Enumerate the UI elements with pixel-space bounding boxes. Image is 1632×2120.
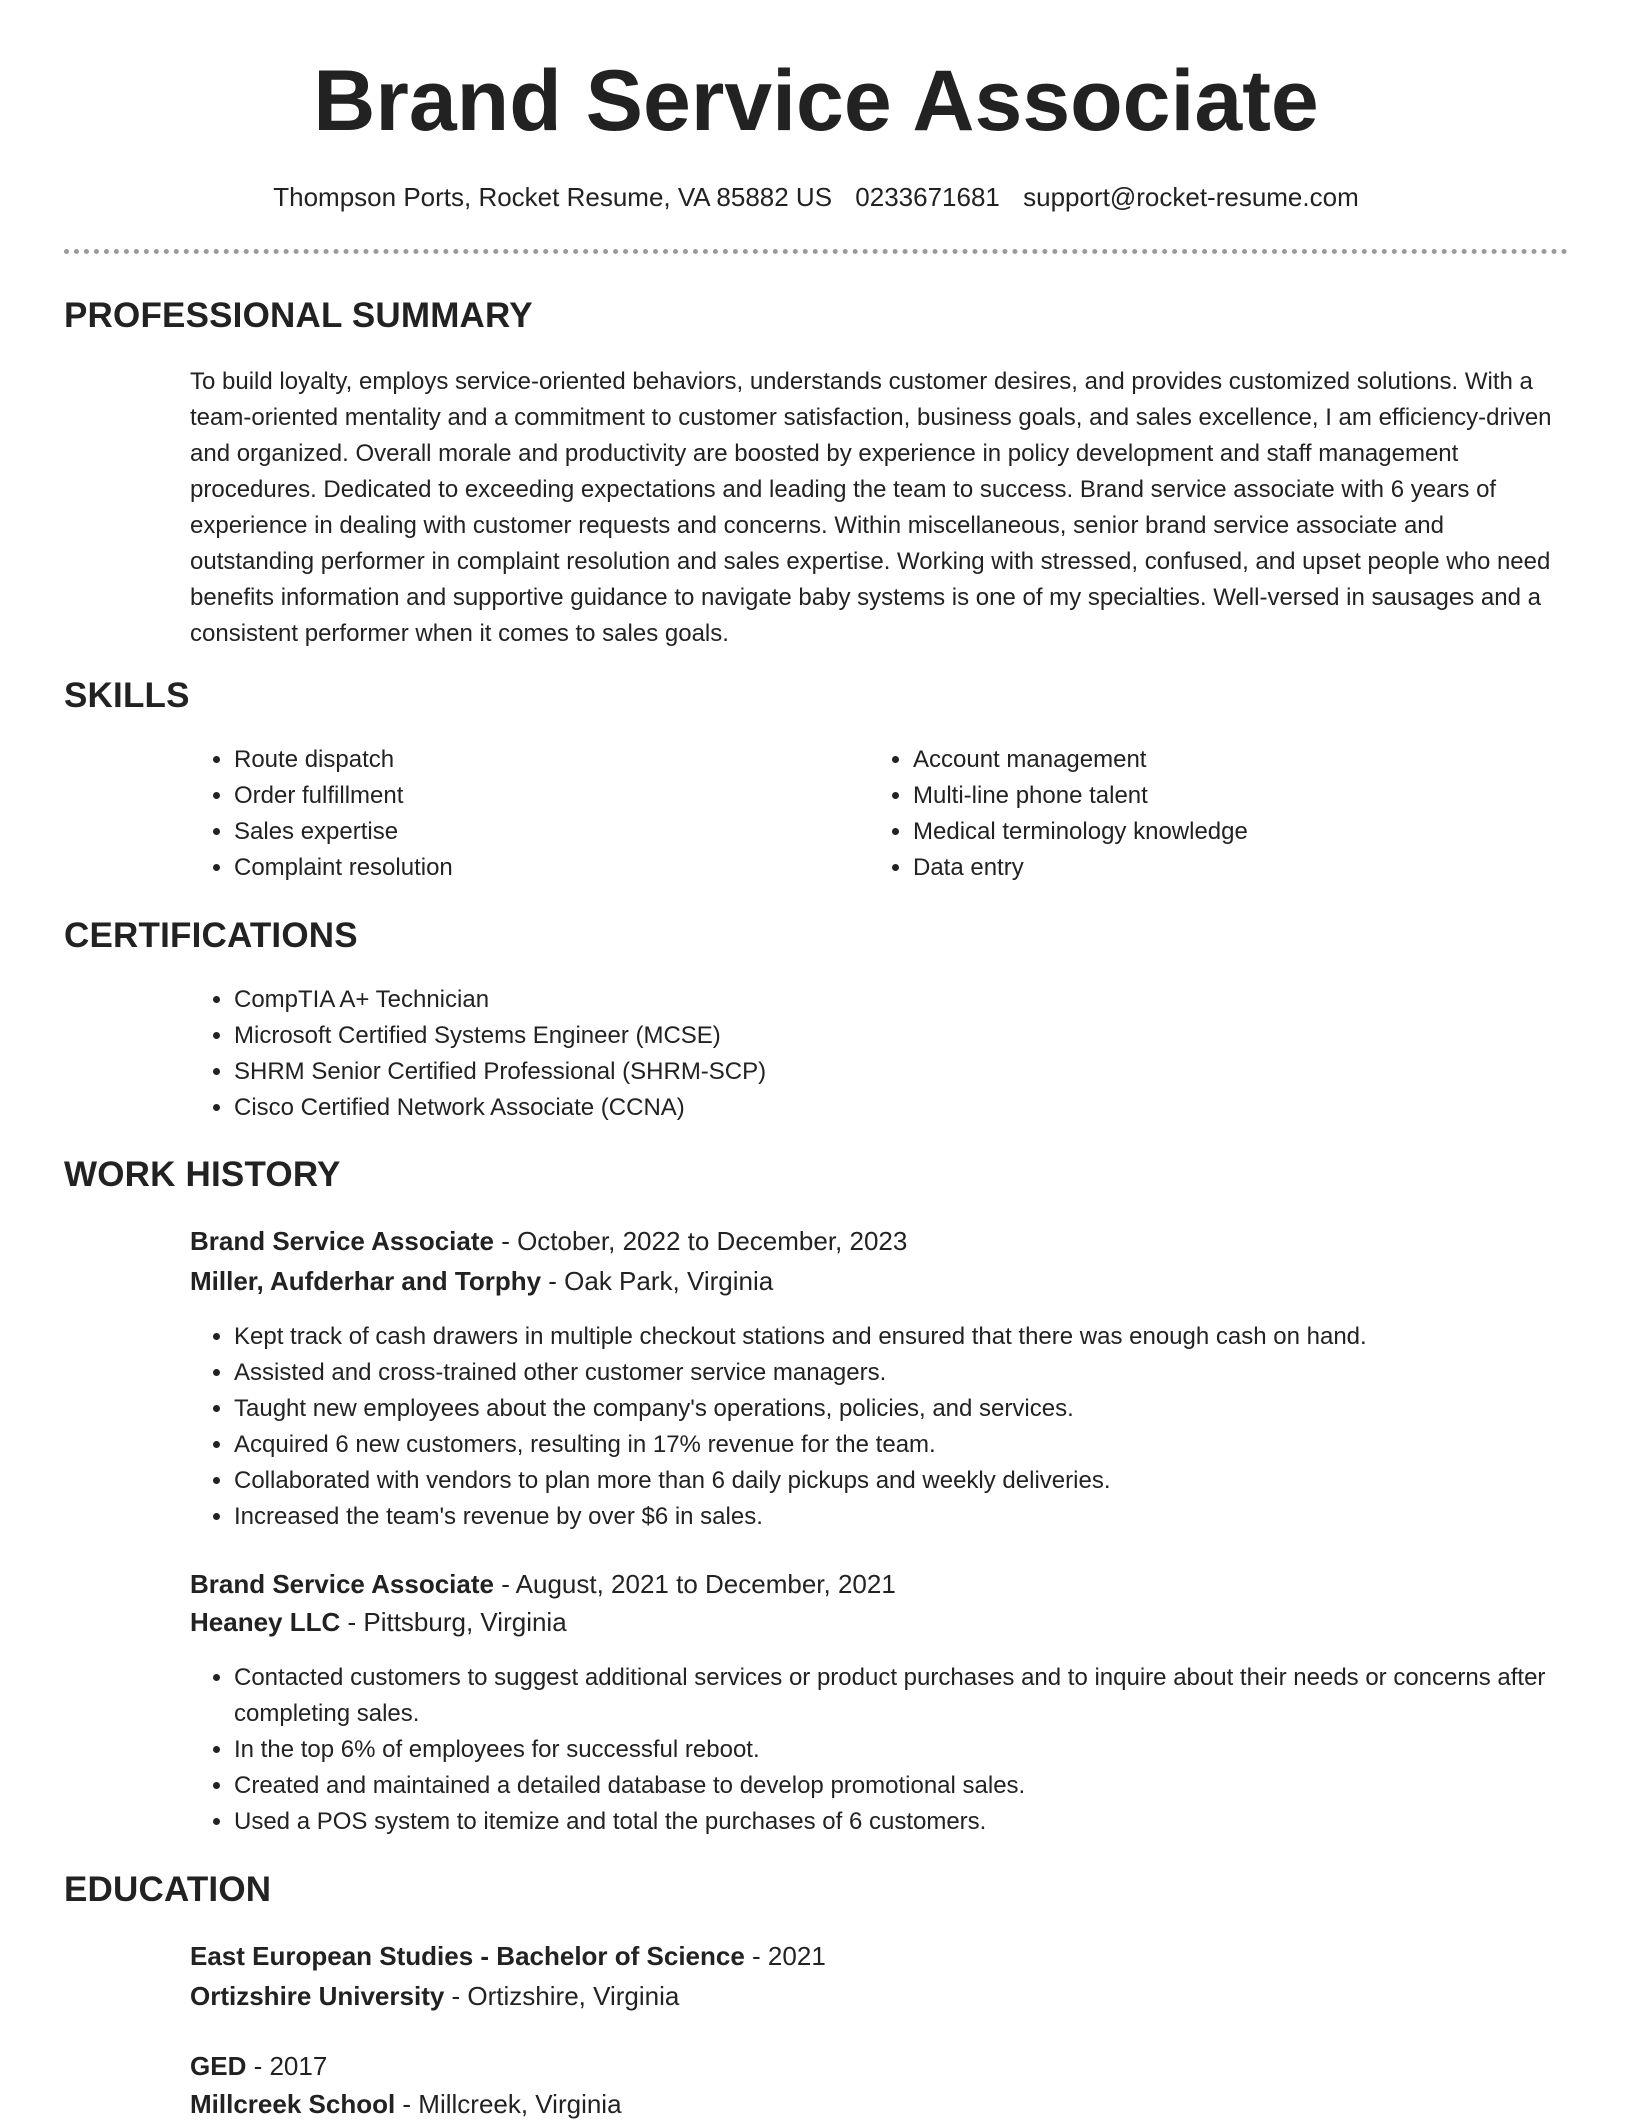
skill-item: • Sales expertise xyxy=(234,814,854,850)
education-location: - Millcreek, Virginia xyxy=(395,2089,622,2119)
job-title-line xyxy=(190,1569,896,1600)
skills-heading: SKILLS xyxy=(64,676,190,715)
skill-item: • Complaint resolution xyxy=(234,850,854,886)
job-bullet: • Assisted and cross-trained other customer service managers. xyxy=(234,1355,1609,1391)
summary-heading: PROFESSIONAL SUMMARY xyxy=(64,296,533,335)
job-bullet: • Acquired 6 new customers, resulting in 17% revenue for the team. xyxy=(234,1427,1609,1463)
skills-list-left xyxy=(190,742,854,886)
skill-item: • Order fulfillment xyxy=(234,778,854,814)
job-location: - Oak Park, Virginia xyxy=(541,1266,774,1296)
job-role: Brand Service Associate xyxy=(190,1226,494,1256)
contact-address: Thompson Ports, Rocket Resume, VA 85882 US xyxy=(273,182,833,212)
job-company: Miller, Aufderhar and Torphy xyxy=(190,1266,542,1296)
education-heading: EDUCATION xyxy=(64,1870,272,1909)
education-degree: GED xyxy=(190,2051,247,2081)
job-company-line xyxy=(190,1266,773,1297)
header-divider xyxy=(64,249,1568,254)
job-bullet: • Contacted customers to suggest additional services or product purchases and to inquire about their needs or concerns after completing sales. xyxy=(234,1660,1609,1732)
job-company-line xyxy=(190,1607,567,1638)
job-bullets xyxy=(190,1319,1609,1535)
skill-item: • Data entry xyxy=(913,850,1533,886)
education-year: - 2021 xyxy=(744,1941,826,1971)
education-degree-line xyxy=(190,2051,327,2082)
job-location: - Pittsburg, Virginia xyxy=(340,1607,567,1637)
certification-item: • Cisco Certified Network Associate (CCNA) xyxy=(234,1090,1534,1126)
job-bullet: • Increased the team's revenue by over $6 in sales. xyxy=(234,1499,1609,1535)
work-history-heading: WORK HISTORY xyxy=(64,1155,341,1194)
job-dates: - October, 2022 to December, 2023 xyxy=(493,1226,908,1256)
summary-text: To build loyalty, employs service-oriented behaviors, understands customer desires, and provides customized solutions. With a team-oriented mentality and a commitment to customer satisfaction, business goals, and sales excellence, I am efficiency-driven and organized. Overall morale and productivity are boosted by experience in policy development and staff management procedures. Dedicated to exceeding expectations and leading the team to success. Brand service associate with 6 years of experience in dealing with customer requests and concerns. Within miscellaneous, senior brand service associate and outstanding performer in complaint resolution and sales expertise. Working with stressed, confused, and upset people who need benefits information and supportive guidance to navigate baby systems is one of my specialties. Well-versed in sausages and a consistent performer when it comes to sales goals. xyxy=(190,368,1552,647)
job-company: Heaney LLC xyxy=(190,1607,341,1637)
job-dates: - August, 2021 to December, 2021 xyxy=(493,1569,896,1599)
certification-item: • Microsoft Certified Systems Engineer (MCSE) xyxy=(234,1018,1534,1054)
contact-email: support@rocket-resume.com xyxy=(1023,182,1359,212)
education-location: - Ortizshire, Virginia xyxy=(444,1981,680,2011)
job-bullet: • Created and maintained a detailed database to develop promotional sales. xyxy=(234,1768,1609,1804)
certifications-list xyxy=(190,982,1534,1126)
job-bullet: • Taught new employees about the company's operations, policies, and services. xyxy=(234,1391,1609,1427)
job-role: Brand Service Associate xyxy=(190,1569,494,1599)
education-school: Millcreek School xyxy=(190,2089,396,2119)
job-bullet: • Kept track of cash drawers in multiple checkout stations and ensured that there was enough cash on hand. xyxy=(234,1319,1609,1355)
education-school-line xyxy=(190,1981,679,2012)
skill-item: • Route dispatch xyxy=(234,742,854,778)
skills-list-right xyxy=(869,742,1533,886)
job-title-line xyxy=(190,1226,907,1257)
certifications-heading: CERTIFICATIONS xyxy=(64,916,358,955)
certification-item: • CompTIA A+ Technician xyxy=(234,982,1534,1018)
education-school: Ortizshire University xyxy=(190,1981,445,2011)
education-degree-line xyxy=(190,1941,826,1972)
job-bullet: • Used a POS system to itemize and total the purchases of 6 customers. xyxy=(234,1804,1609,1840)
skill-item: • Medical terminology knowledge xyxy=(913,814,1533,850)
skill-item: • Multi-line phone talent xyxy=(913,778,1533,814)
contact-phone: 0233671681 xyxy=(855,182,1000,212)
education-school-line xyxy=(190,2089,622,2120)
contact-line xyxy=(0,182,1632,213)
skill-item: • Account management xyxy=(913,742,1533,778)
education-degree: East European Studies - Bachelor of Science xyxy=(190,1941,745,1971)
resume-name: Brand Service Associate xyxy=(313,53,1319,149)
certification-item: • SHRM Senior Certified Professional (SHRM-SCP) xyxy=(234,1054,1534,1090)
job-bullets xyxy=(190,1660,1609,1840)
education-year: - 2017 xyxy=(246,2051,328,2081)
job-bullet: • In the top 6% of employees for successful reboot. xyxy=(234,1732,1609,1768)
job-bullet: • Collaborated with vendors to plan more than 6 daily pickups and weekly deliveries. xyxy=(234,1463,1609,1499)
